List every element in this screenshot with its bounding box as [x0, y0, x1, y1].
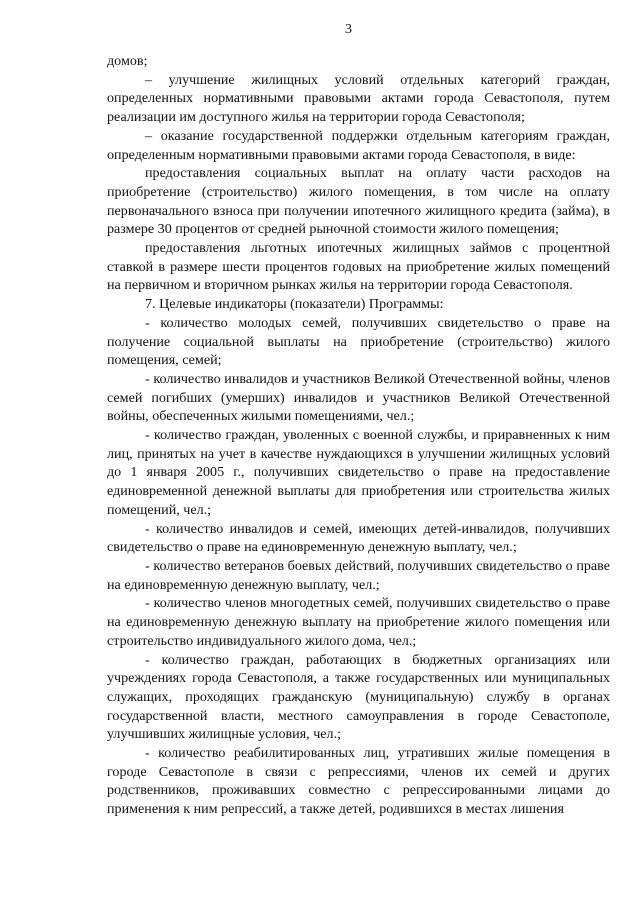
indicator-item: - количество граждан, работающих в бюджетных организациях или учреждениях города Севастополя, а также государственных или муниципальных служащих, проходящих гражданскую (муниципальную) службу в органах государственной власти, местного самоуправления в городе Севастополе, улучшивших жилищные условия, чел.;	[107, 651, 610, 743]
paragraph-3: – оказание государственной поддержки отдельным категориям граждан, определенным нормативными правовыми актами города Севастополя, в виде:	[107, 127, 610, 163]
page-number: 3	[345, 22, 352, 37]
section-heading: 7. Целевые индикаторы (показатели) Программы:	[145, 296, 444, 313]
indicator-item: - количество молодых семей, получивших свидетельство о праве на получение социальной выплаты на приобретение (строительство) жилого помещения, семей;	[107, 314, 610, 369]
indicator-item: - количество реабилитированных лиц, утративших жилые помещения в городе Севастополе в связи с репрессиями, членов их семей и других родственников, проживавших совместно с репрессированными лицами до применения к ним репрессий, а также детей, родившихся в местах лишения	[107, 745, 610, 818]
paragraph-4: предоставления социальных выплат на оплату части расходов на приобретение (строительство) жилого помещения, в том числе на оплату первоначального взноса при получении ипотечного жилищного кредита (займа), в размере 30 процентов от средней рыночной стоимости жилого помещения;	[107, 165, 610, 238]
paragraph-2: – улучшение жилищных условий отдельных категорий граждан, определенных нормативными правовыми актами города Севастополя, путем реализации им доступного жилья на территории города Севастополя;	[107, 71, 610, 126]
indicator-item: - количество инвалидов и семей, имеющих детей-инвалидов, получивших свидетельство о праве на единовременную денежную выплату, чел.;	[107, 520, 610, 556]
indicator-item: - количество членов многодетных семей, получивших свидетельство о праве на единовременную денежную выплату на приобретение жилого помещения или строительство индивидуального жилого дома, чел.;	[107, 595, 610, 649]
indicator-item: - количество инвалидов и участников Великой Отечественной войны, членов семей погибших (умерших) инвалидов и участников Великой Отечественной войны, обеспеченных жилыми помещениями, чел.;	[107, 370, 610, 425]
paragraph-5: предоставления льготных ипотечных жилищных займов с процентной ставкой в размере шести процентов годовых на приобретение жилых помещений на первичном и вторичном рынках жилья на территории города Севастополя.	[107, 240, 610, 294]
indicator-item: - количество ветеранов боевых действий, получивших свидетельство о праве на единовременную денежную выплату, чел.;	[107, 557, 610, 593]
paragraph-1: домов;	[107, 53, 148, 69]
indicator-item: - количество граждан, уволенных с военной службы, и приравненных к ним лиц, принятых на учет в качестве нуждающихся в улучшении жилищных условий до 1 января 2005 г., получивших свидетельство о праве на предоставление единовременной денежной выплаты для приобретения или строительства жилых помещений, чел.;	[107, 427, 610, 518]
document-body	[107, 52, 610, 819]
